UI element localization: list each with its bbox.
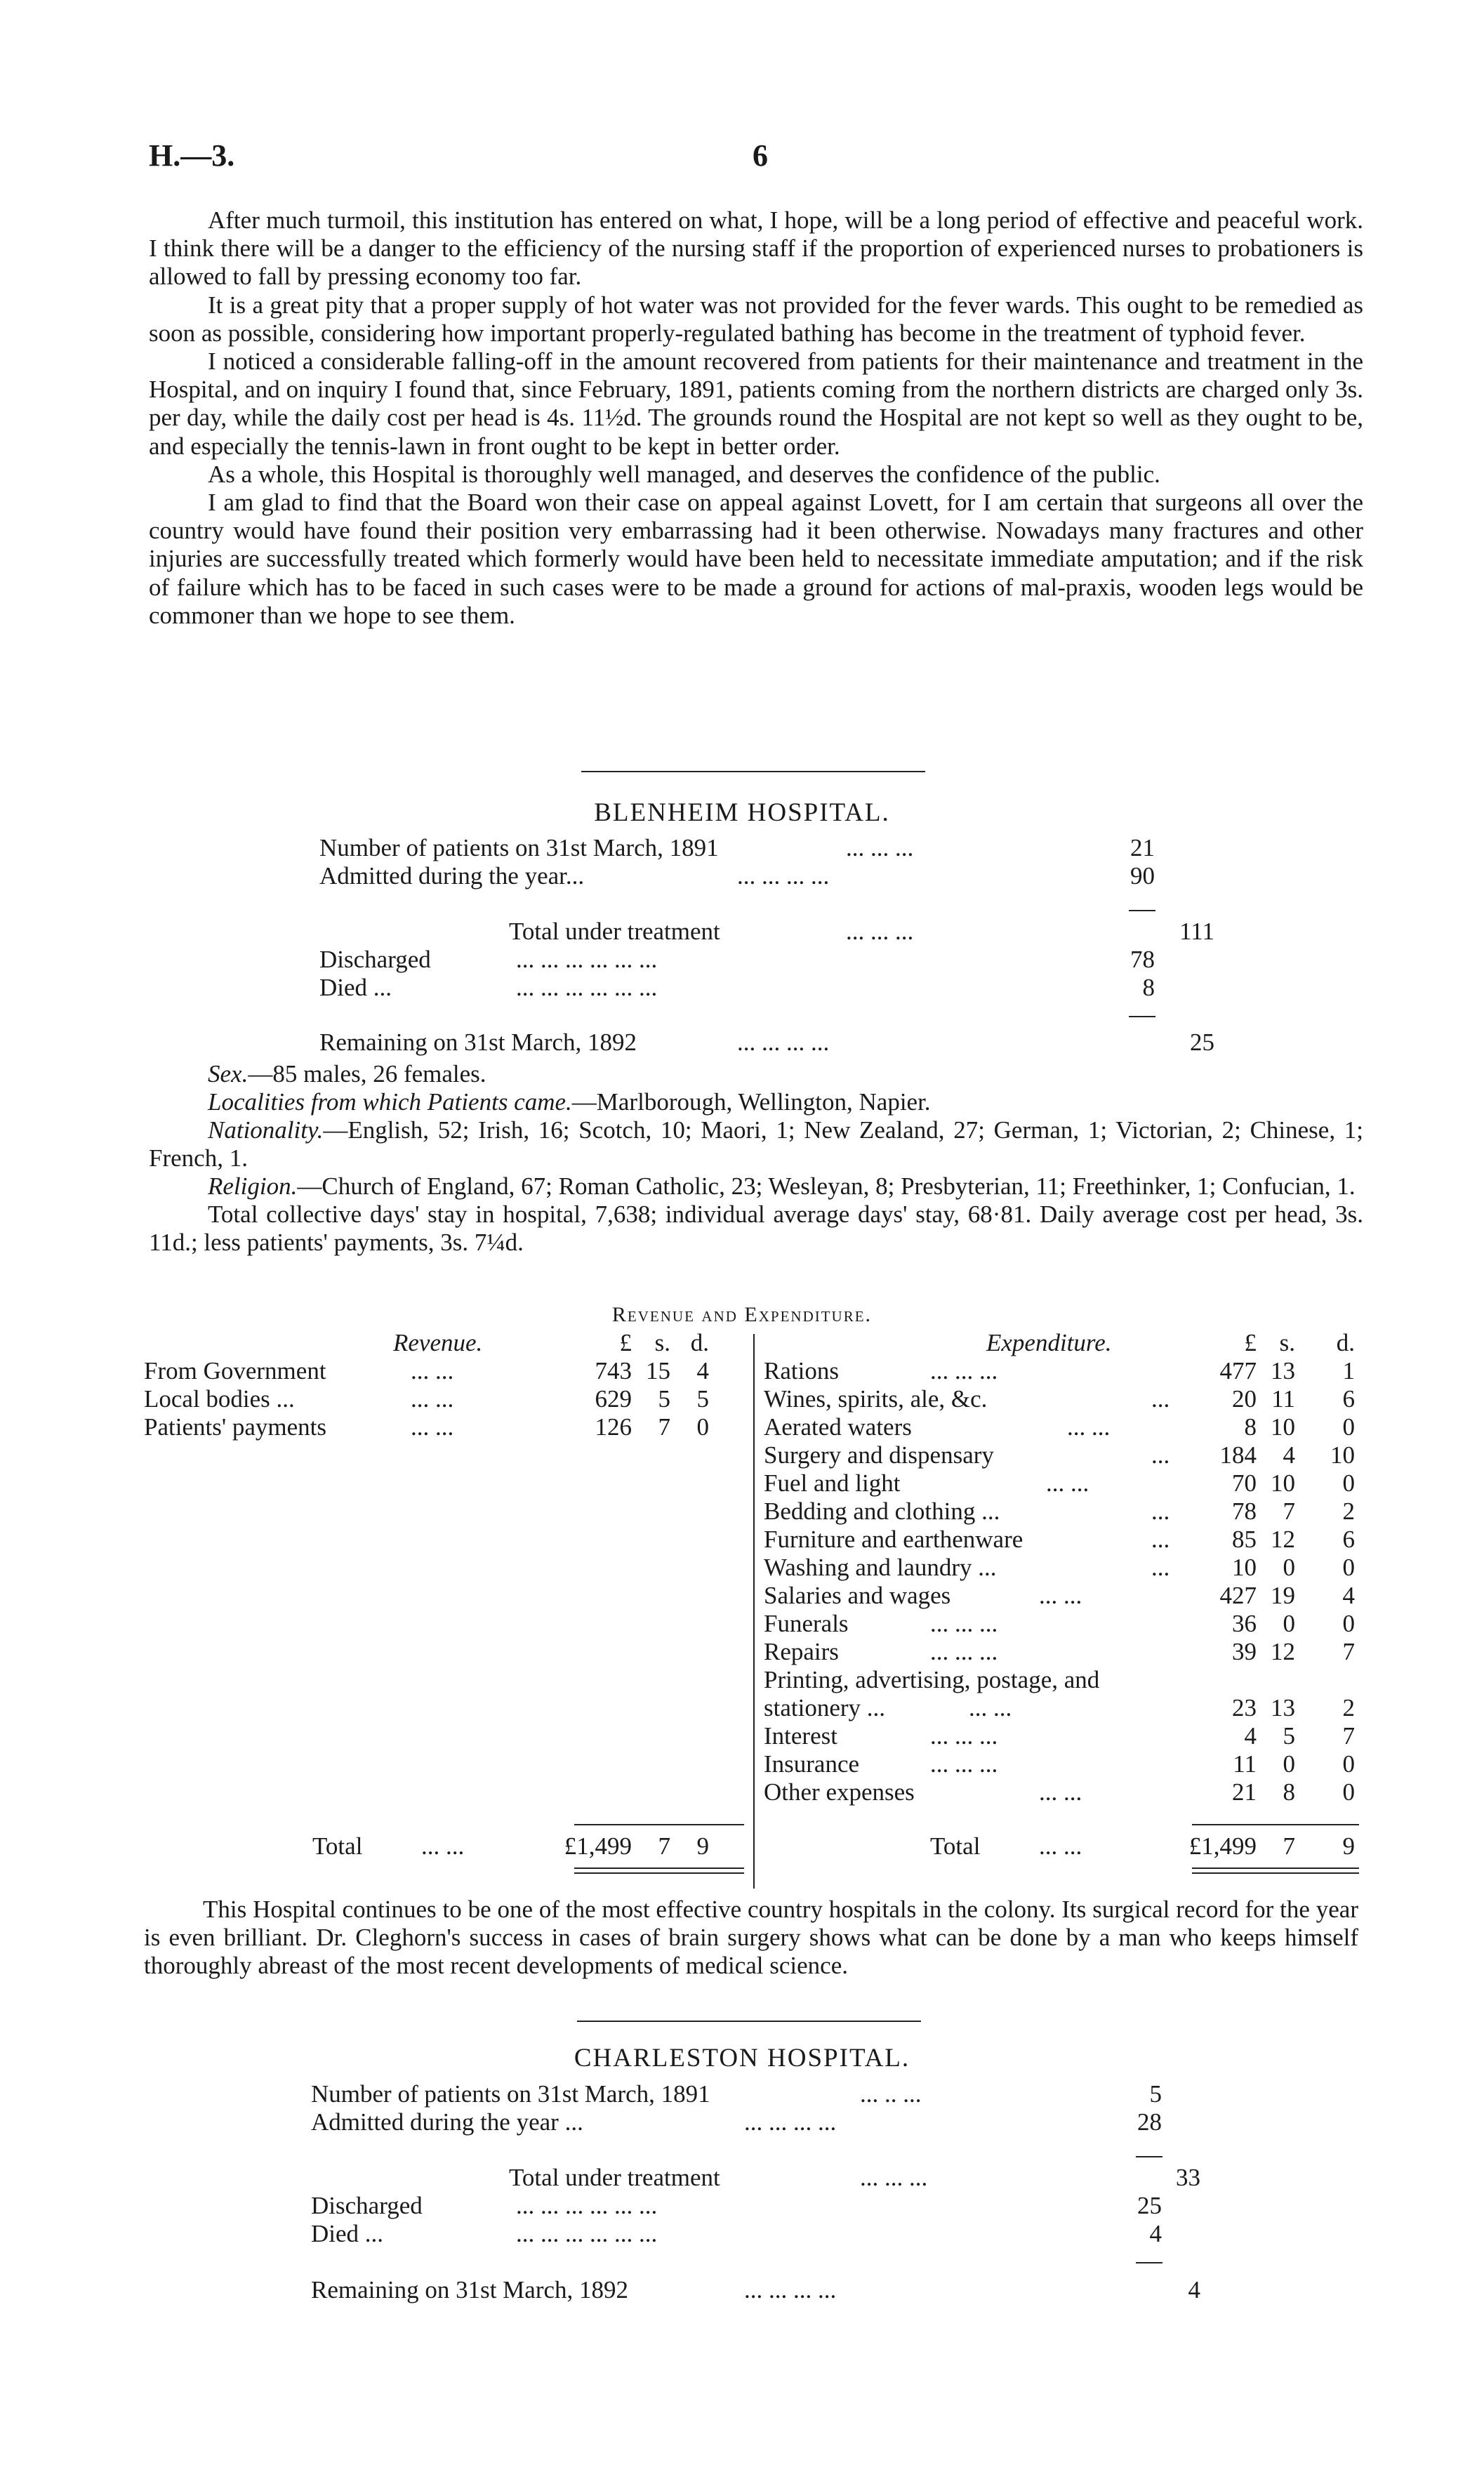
- expenditure-pence: 0: [1342, 1750, 1355, 1778]
- expenditure-shillings: 12: [1271, 1638, 1295, 1665]
- expenditure-pence: 2: [1342, 1498, 1355, 1525]
- expenditure-label: Salaries and wages: [764, 1582, 951, 1609]
- revenue-shillings: 15: [646, 1357, 670, 1384]
- expenditure-total-label: Total: [930, 1832, 981, 1860]
- expenditure-pounds: 21: [1232, 1778, 1257, 1806]
- expenditure-shillings: 11: [1271, 1385, 1295, 1413]
- stat-label: Discharged: [319, 946, 431, 973]
- expenditure-pounds: 477: [1219, 1357, 1257, 1384]
- revenue-label: From Government: [144, 1357, 326, 1384]
- total-double-rule: [1192, 1872, 1359, 1874]
- detail-line: Localities from which Patients came.—Marlborough, Wellington, Napier.: [208, 1088, 931, 1116]
- expenditure-pence: 4: [1342, 1582, 1355, 1609]
- expenditure-label: Washing and laundry ...: [764, 1554, 997, 1581]
- expenditure-total-pence: 9: [1342, 1832, 1355, 1860]
- revenue-total-pence: 9: [696, 1832, 709, 1860]
- expenditure-label: Funerals: [764, 1610, 849, 1637]
- expenditure-label: Rations: [764, 1357, 839, 1384]
- expenditure-dots: ...: [1151, 1526, 1170, 1553]
- revenue-total-label: Total: [312, 1832, 363, 1860]
- stat-label: Total under treatment: [509, 2164, 720, 2191]
- stat-dots: ... ... ...: [860, 2164, 928, 2191]
- expenditure-label: Wines, spirits, ale, &c.: [764, 1385, 988, 1413]
- stat-value: 4: [1149, 2220, 1162, 2247]
- expenditure-dots: ... ...: [969, 1694, 1012, 1721]
- expenditure-heading: Expenditure.: [986, 1329, 1112, 1356]
- expenditure-shillings: 8: [1283, 1778, 1295, 1806]
- expenditure-pounds: 78: [1232, 1498, 1257, 1525]
- expenditure-shillings: 13: [1271, 1694, 1295, 1721]
- expenditure-label: Insurance: [764, 1750, 860, 1778]
- revenue-dots: ... ...: [411, 1385, 454, 1413]
- stat-dots: ... ... ... ... ... ...: [516, 2192, 658, 2219]
- expenditure-shillings: 7: [1283, 1498, 1295, 1525]
- expenditure-dots: ...: [1151, 1441, 1170, 1469]
- page-number: 6: [753, 138, 768, 173]
- revenue-pence: 0: [696, 1413, 709, 1441]
- expenditure-shillings: 10: [1271, 1413, 1295, 1441]
- expenditure-label: Interest: [764, 1722, 837, 1750]
- total-rule-top: [1192, 1824, 1359, 1825]
- detail-line: Religion.—Church of England, 67; Roman Catholic, 23; Wesleyan, 8; Presbyterian, 11; Freethinker, 1; Confucian, 1.: [208, 1172, 1356, 1200]
- stat-value: 21: [1130, 834, 1155, 861]
- blenheim-closing: [144, 1896, 1358, 1980]
- expenditure-pounds: 4: [1244, 1722, 1257, 1750]
- stat-dots: ... .. ...: [860, 2080, 922, 2108]
- expenditure-pounds: 23: [1232, 1694, 1257, 1721]
- stat-value: 111: [1179, 918, 1214, 945]
- stat-value: 25: [1137, 2192, 1162, 2219]
- revenue-total-shillings: 7: [658, 1832, 670, 1860]
- stat-label: Remaining on 31st March, 1892: [311, 2276, 629, 2303]
- stat-dots: ... ... ...: [846, 834, 914, 861]
- revenue-expenditure-title: Revenue and Expenditure.: [611, 1303, 873, 1326]
- stat-label: Died ...: [319, 974, 392, 1001]
- revenue-heading: Revenue.: [393, 1329, 483, 1356]
- expenditure-pence: 0: [1342, 1413, 1355, 1441]
- col-pence: d.: [1336, 1329, 1355, 1356]
- expenditure-label: Surgery and dispensary: [764, 1441, 994, 1469]
- revenue-total-dots: ... ...: [421, 1832, 465, 1860]
- expenditure-pence: 0: [1342, 1610, 1355, 1637]
- stat-value: 25: [1190, 1029, 1214, 1056]
- detail-line: Total collective days' stay in hospital, 7,638; individual average days' stay, 68·81. Daily average cost per head, 3s. 11d.; less patients' payments, 3s. 7¼d.: [149, 1201, 1363, 1256]
- expenditure-pounds: 39: [1232, 1638, 1257, 1665]
- revenue-dots: ... ...: [411, 1413, 454, 1441]
- stat-label: Remaining on 31st March, 1892: [319, 1029, 637, 1056]
- stat-label: Number of patients on 31st March, 1891: [319, 834, 719, 861]
- expenditure-label: Aerated waters: [764, 1413, 912, 1441]
- intro-text: [149, 206, 1363, 630]
- stat-value: 78: [1130, 946, 1155, 973]
- expenditure-pence: 2: [1342, 1694, 1355, 1721]
- total-double-rule: [1192, 1867, 1359, 1869]
- col-pence: d.: [690, 1329, 709, 1356]
- col-pounds: £: [1244, 1329, 1257, 1356]
- expenditure-pence: 6: [1342, 1385, 1355, 1413]
- stat-dots: ... ... ... ... ... ...: [516, 974, 658, 1001]
- expenditure-pounds: 85: [1232, 1526, 1257, 1553]
- expenditure-shillings: 10: [1271, 1469, 1295, 1497]
- expenditure-pounds: 36: [1232, 1610, 1257, 1637]
- sum-rule: [1129, 1016, 1155, 1017]
- expenditure-pounds: 184: [1219, 1441, 1257, 1469]
- paragraph: As a whole, this Hospital is thoroughly well managed, and deserves the confidence of the public.: [208, 460, 1160, 488]
- detail-label: Religion.: [208, 1172, 298, 1200]
- stat-dots: ... ... ... ... ... ...: [516, 2220, 658, 2247]
- stat-label: Admitted during the year...: [319, 862, 585, 890]
- stat-value: 4: [1188, 2276, 1200, 2303]
- section-divider: [581, 771, 925, 772]
- expenditure-label: Fuel and light: [764, 1469, 901, 1497]
- stat-value: 28: [1137, 2108, 1162, 2136]
- revenue-pence: 4: [696, 1357, 709, 1384]
- expenditure-shillings: 0: [1283, 1610, 1295, 1637]
- paragraph: It is a great pity that a proper supply of hot water was not provided for the fever wards. This ought to be remedied as soon as possible, considering how important properly-regulated bathing has become in the treatment of typhoid fever.: [149, 291, 1363, 347]
- revenue-pounds: 743: [595, 1357, 632, 1384]
- revenue-total-pounds: £1,499: [564, 1832, 632, 1860]
- col-shillings: s.: [654, 1329, 670, 1356]
- expenditure-pence: 0: [1342, 1554, 1355, 1581]
- section-divider: [577, 2021, 921, 2022]
- expenditure-pence: 10: [1330, 1441, 1355, 1469]
- expenditure-shillings: 13: [1271, 1357, 1295, 1384]
- stat-label: Died ...: [311, 2220, 384, 2247]
- revenue-shillings: 5: [658, 1385, 670, 1413]
- total-rule-top: [574, 1824, 744, 1825]
- expenditure-label: Repairs: [764, 1638, 839, 1665]
- revenue-label: Patients' payments: [144, 1413, 327, 1441]
- expenditure-shillings: 5: [1283, 1722, 1295, 1750]
- sum-rule: [1136, 2262, 1162, 2263]
- paragraph: I am glad to find that the Board won their case on appeal against Lovett, for I am certain that surgeons all over the country would have found their position very embarrassing had it been otherwise. Nowadays many fractures and other injuries are successfully treated which formerly would have been held to necessitate immediate amputation; and if the risk of failure which has to be faced in such cases were to be made a ground for actions of mal-praxis, wooden legs would be commoner than we hope to see them.: [149, 489, 1363, 629]
- expenditure-pounds: 20: [1232, 1385, 1257, 1413]
- expenditure-label: Printing, advertising, postage, and: [764, 1666, 1100, 1693]
- detail-label: Nationality.: [208, 1116, 324, 1144]
- expenditure-label: Other expenses: [764, 1778, 915, 1806]
- total-double-rule: [574, 1872, 744, 1874]
- total-double-rule: [574, 1867, 744, 1869]
- expenditure-dots: ... ... ...: [930, 1638, 998, 1665]
- stat-label: Admitted during the year ...: [311, 2108, 583, 2136]
- col-shillings: s.: [1279, 1329, 1295, 1356]
- expenditure-pounds: 427: [1219, 1582, 1257, 1609]
- expenditure-total-shillings: 7: [1283, 1832, 1295, 1860]
- expenditure-pence: 0: [1342, 1469, 1355, 1497]
- table-divider: [753, 1334, 755, 1889]
- expenditure-shillings: 19: [1271, 1582, 1295, 1609]
- revenue-label: Local bodies ...: [144, 1385, 295, 1413]
- sum-rule: [1129, 910, 1155, 911]
- stat-dots: ... ... ... ... ... ...: [516, 946, 658, 973]
- blenheim-title: BLENHEIM HOSPITAL.: [594, 798, 890, 827]
- expenditure-pence: 6: [1342, 1526, 1355, 1553]
- expenditure-dots: ... ...: [1039, 1582, 1082, 1609]
- col-pounds: £: [619, 1329, 632, 1356]
- stat-dots: ... ... ... ...: [744, 2108, 837, 2136]
- stat-dots: ... ... ... ...: [737, 1029, 830, 1056]
- revenue-pence: 5: [696, 1385, 709, 1413]
- expenditure-dots: ...: [1151, 1385, 1170, 1413]
- stat-dots: ... ... ... ...: [744, 2276, 837, 2303]
- series-label: H.—3.: [149, 138, 235, 173]
- detail-label: Localities from which Patients came.: [208, 1088, 572, 1116]
- expenditure-dots: ... ... ...: [930, 1357, 998, 1384]
- expenditure-pence: 1: [1342, 1357, 1355, 1384]
- charleston-title: CHARLESTON HOSPITAL.: [574, 2044, 910, 2073]
- expenditure-dots: ...: [1151, 1554, 1170, 1581]
- expenditure-shillings: 4: [1283, 1441, 1295, 1469]
- expenditure-shillings: 0: [1283, 1750, 1295, 1778]
- stat-value: 33: [1176, 2164, 1200, 2191]
- detail-label: Sex.: [208, 1060, 249, 1088]
- expenditure-pounds: 11: [1233, 1750, 1257, 1778]
- revenue-shillings: 7: [658, 1413, 670, 1441]
- expenditure-shillings: 12: [1271, 1526, 1295, 1553]
- expenditure-pence: 7: [1342, 1638, 1355, 1665]
- stat-label: Number of patients on 31st March, 1891: [311, 2080, 710, 2108]
- expenditure-label: Furniture and earthenware: [764, 1526, 1023, 1553]
- expenditure-label: stationery ...: [764, 1694, 886, 1721]
- expenditure-dots: ... ... ...: [930, 1722, 998, 1750]
- revenue-pounds: 629: [595, 1385, 632, 1413]
- expenditure-pence: 7: [1342, 1722, 1355, 1750]
- revenue-dots: ... ...: [411, 1357, 454, 1384]
- stat-label: Discharged: [311, 2192, 423, 2219]
- paragraph: This Hospital continues to be one of the most effective country hospitals in the colony. Its surgical record for the year is even brilliant. Dr. Cleghorn's success in cases of brain surgery shows what can be done by a man who keeps himself thoroughly abreast of the most recent developments of medical science.: [144, 1896, 1358, 1979]
- expenditure-dots: ... ...: [1039, 1778, 1082, 1806]
- stat-value: 5: [1149, 2080, 1162, 2108]
- expenditure-dots: ... ... ...: [930, 1750, 998, 1778]
- stat-value: 90: [1130, 862, 1155, 890]
- detail-line: Sex.—85 males, 26 females.: [208, 1060, 486, 1088]
- stat-label: Total under treatment: [509, 918, 720, 945]
- expenditure-dots: ... ...: [1067, 1413, 1111, 1441]
- detail-line: Nationality.—English, 52; Irish, 16; Scotch, 10; Maori, 1; New Zealand, 27; German, 1; Victorian, 2; Chinese, 1; French, 1.: [149, 1116, 1363, 1172]
- expenditure-pounds: 8: [1244, 1413, 1257, 1441]
- blenheim-details: [149, 1060, 1363, 1257]
- paragraph: I noticed a considerable falling-off in the amount recovered from patients for their maintenance and treatment in the Hospital, and on inquiry I found that, since February, 1891, patients coming from the northern districts are charged only 3s. per day, while the daily cost per head is 4s. 11½d. The grounds round the Hospital are not kept so well as they ought to be, and especially the tennis-lawn in front ought to be kept in better order.: [149, 348, 1363, 460]
- stat-dots: ... ... ...: [846, 918, 914, 945]
- revenue-pounds: 126: [595, 1413, 632, 1441]
- paragraph: After much turmoil, this institution has entered on what, I hope, will be a long period of effective and peaceful work. I think there will be a danger to the efficiency of the nursing staff if the proportion of experienced nurses to probationers is allowed to fall by pressing economy too far.: [149, 206, 1363, 291]
- expenditure-pounds: 70: [1232, 1469, 1257, 1497]
- sum-rule: [1136, 2156, 1162, 2157]
- expenditure-pounds: 10: [1232, 1554, 1257, 1581]
- expenditure-pence: 0: [1342, 1778, 1355, 1806]
- expenditure-label: Bedding and clothing ...: [764, 1498, 1000, 1525]
- expenditure-dots: ...: [1151, 1498, 1170, 1525]
- stat-dots: ... ... ... ...: [737, 862, 830, 890]
- expenditure-dots: ... ...: [1046, 1469, 1089, 1497]
- stat-value: 8: [1142, 974, 1155, 1001]
- expenditure-total-pounds: £1,499: [1188, 1832, 1257, 1860]
- expenditure-dots: ... ... ...: [930, 1610, 998, 1637]
- expenditure-total-dots: ... ...: [1039, 1832, 1082, 1860]
- expenditure-shillings: 0: [1283, 1554, 1295, 1581]
